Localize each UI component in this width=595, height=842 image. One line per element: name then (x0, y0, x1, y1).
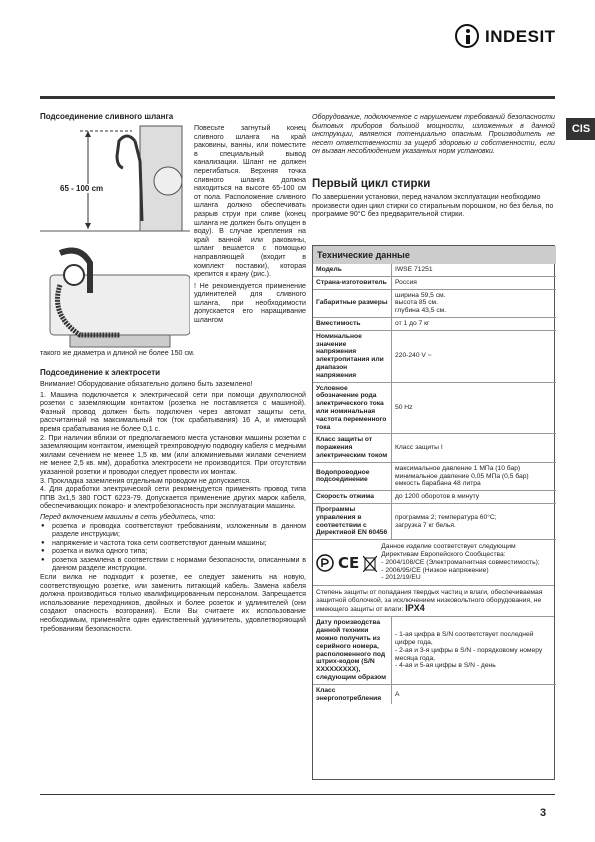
spec-value: 220-240 V ~ (392, 330, 557, 382)
electric-check-intro: Перед включением машины в сеть убедитесь, что: (40, 512, 216, 521)
spec-value: Россия (392, 276, 557, 289)
drain-note: ! Не рекомендуется применение удлинителей для сливного шланга, при необходимости допускается его наращивание шлангом (194, 281, 306, 325)
safety-warning: Оборудование, подключенное с нарушением требований безопасности бытовых приборов большой мощности, изложенных в данной инструкции, является потенциально опасным. Производитель не несет ответственности за ущерб здоровью и собственности, если он вызван несоблюдением указанных норм установки. (312, 113, 555, 156)
ipx-value: IPX4 (405, 602, 425, 613)
spec-value: 50 Hz (392, 382, 557, 434)
table-row (313, 317, 556, 330)
spec-key: Страна-изготовитель (313, 276, 392, 289)
electric-p1: 1. Машина подключается к электрической сети при помощи двухполюсной розетки с заземляющим контактом (розетка не поставляется с машиной). Фазный провод должен быть подключен через автомат защиты сети, рассчитанный на максимальный ток (ток срабатывания) 16 А, и имеющий время срабатывания не более 0,1 с. (40, 390, 306, 433)
spec-value: программа 2; температура 60°С; загрузка 7 кг белья. (392, 503, 557, 539)
eac-certification-icon (316, 554, 334, 572)
spec-key: Вместимость (313, 317, 392, 330)
table-row (313, 289, 556, 317)
list-item: ● розетка заземлена в соответствии с нормами безопасности, описанными в данном разделе инструкции. (52, 556, 306, 573)
directives-text: Данное изделие соответствует следующим Директивам Европейского Сообщества: - 2004/108/CE (Электромагнитная совместимость); - 2006/95/CE (Низкое напряжение) - 2012/19/EU (381, 543, 540, 582)
spec-box (312, 245, 555, 780)
spec-value: Класс защиты I (392, 434, 557, 462)
drain-text (194, 124, 306, 346)
date-rule: - 1-ая цифра в S/N соответствует последней цифре года, (395, 631, 534, 646)
energy-key: Класс энергопотребления (313, 684, 392, 704)
electric-section (40, 380, 306, 790)
ipx-row (313, 586, 554, 617)
spec-value: ширина 59,5 см. высота 85 см. глубина 43,5 см. (392, 289, 557, 317)
list-item: ● напряжение и частота тока сети соответствуют данным машины; (52, 539, 306, 548)
electric-p3: 3. Прокладка заземления отдельным проводом не допускается. (40, 476, 252, 485)
spec-key: Скорость отжима (313, 491, 392, 504)
table-row (313, 491, 556, 504)
spec-key: Водопроводное подсоединение (313, 462, 392, 490)
drain-heading: Подсоединение сливного шланга (40, 112, 174, 121)
energy-value: A (395, 690, 400, 698)
brand-name: INDESIT (485, 27, 556, 46)
table-row (313, 503, 556, 539)
table-row (313, 330, 556, 382)
electric-warning: Внимание! Оборудование обязательно должно быть заземлено! (40, 380, 253, 388)
spec-value: до 1200 оборотов в минуту (392, 491, 557, 504)
electric-check-list (40, 522, 306, 574)
spec-key: Программы управления в соответствии с Директивой EN 60456 (313, 503, 392, 539)
date-rule: - 2-ая и 3-я цифры в S/N - порядковому номеру месяца года, (395, 646, 543, 662)
weee-bin-icon (363, 554, 377, 572)
spec-table (313, 264, 556, 540)
cert-marks (316, 543, 377, 582)
list-item: ● розетка и вилка одного типа; (52, 547, 306, 556)
table-row (313, 462, 556, 490)
electric-p4: 4. Для доработки электрической сети рекомендуется применять провод типа ППВ 3х1,5 380 ГОСТ 6223-79. Допускается применение других марок кабеля, обеспечивающих пожаро- и электробезопасность при эксплуатации машины. (40, 485, 306, 511)
spec-table-bottom (313, 617, 556, 704)
bottom-rule (40, 794, 555, 795)
indesit-i-icon (455, 24, 479, 48)
directives-row (313, 540, 554, 586)
spec-value: от 1 до 7 кг (392, 317, 557, 330)
spec-key: Номинальное значение напряжения электропитания или диапазон напряжения (313, 330, 392, 382)
drain-height-label: 65 - 100 cm (60, 184, 104, 193)
date-value (392, 617, 557, 684)
hose-guide-tap-illustration (40, 245, 190, 350)
electric-p2: 2. При наличии вблизи от предполагаемого места установки машины розетки с заземляющим контактом, имеющей трехпроводную подводку кабеля с медными жилами сечением не менее 1,5 кв. мм (или алюминиевыми жилами сечением не менее 2,5 кв. мм), доработка электросети не производится. При отсутствии указанной розетки и проводки следует провести их монтаж. (40, 433, 306, 476)
drain-instructions: Повесьте загнутый конец сливного шланга на край раковины, ванны, или поместите в специальный вывод канализации. Шланг не должен перегибаться. Верхняя точка сливного шланга должна находиться на высоте 65-100 см от пола. Расположение сливного шланга должно обеспечивать разрыв струи при сливе (конец шланга не должен быть опущен в воду). В случае крепления на край ванной или раковины, шланг вешается с помощью направляющей (входит в комплект поставки), которая крепится к крану (рис.). (194, 124, 306, 279)
top-rule (40, 96, 555, 99)
spec-value: максимальное давление 1 МПа (10 бар) минимальное давление 0,05 МПа (0,5 бар) емкость барабана 48 литра (392, 462, 557, 490)
table-row (313, 276, 556, 289)
table-row (313, 684, 556, 704)
electric-heading: Подсоединение к электросети (40, 368, 161, 377)
brand-logo (455, 22, 575, 54)
spec-key: Модель (313, 264, 392, 276)
language-tab: CIS (566, 118, 595, 140)
spec-heading: Технические данные (313, 246, 556, 264)
ipx-text: Степень защиты от попадания твердых частиц и влаги, обеспечиваемая защитной оболочкой, за исключением низковольтного оборудования, не имеющего защиты от влаги: (316, 589, 543, 613)
table-row (313, 382, 556, 434)
table-row (313, 264, 556, 276)
page-number: 3 (540, 807, 547, 819)
drain-note-end: такого же диаметра и длиной не более 150 см. (40, 349, 195, 357)
spec-value: IWSE 71251 (392, 264, 557, 276)
date-key: Дату производства данной техники можно получить из серийного номера, расположенного под штрих-кодом (S/N XXXXXXXXX), следующим образом (313, 617, 392, 684)
electric-p5: Если вилка не подходит к розетке, ее следует заменить на новую, соответствующую розетке, или заменить питающий кабель. Замена кабеля должна производиться только квалифицированным персоналом. Запрещается использование переходников, двойных и более розеток и удлинителей (они создают опасность возгорания). Если Вы считаете их использование необходимым, применяйте один единственный удлинитель, удовлетворяющий требованиям безопасности. (40, 573, 306, 633)
drain-hose-sink-illustration (40, 121, 190, 233)
ce-mark: CE (338, 553, 360, 572)
list-item: ● розетка и проводка соответствуют требованиям, изложенным в данном разделе инструкции; (52, 522, 306, 539)
first-cycle-heading: Первый цикл стирки (312, 178, 431, 190)
first-cycle-text: По завершении установки, перед началом эксплуатации необходимо произвести один цикл стирки со стиральным порошком, но без белья, по программе 90°С без предварительной стирки. (312, 193, 554, 219)
spec-key: Условное обозначение рода электрического тока или номинальная частота переменного тока (313, 382, 392, 434)
date-rule: - 4-ая и 5-ая цифры в S/N - день (395, 662, 496, 670)
table-row (313, 617, 556, 684)
spec-key: Класс защиты от поражения электрическим током (313, 434, 392, 462)
table-row (313, 434, 556, 462)
spec-key: Габаритные размеры (313, 289, 392, 317)
